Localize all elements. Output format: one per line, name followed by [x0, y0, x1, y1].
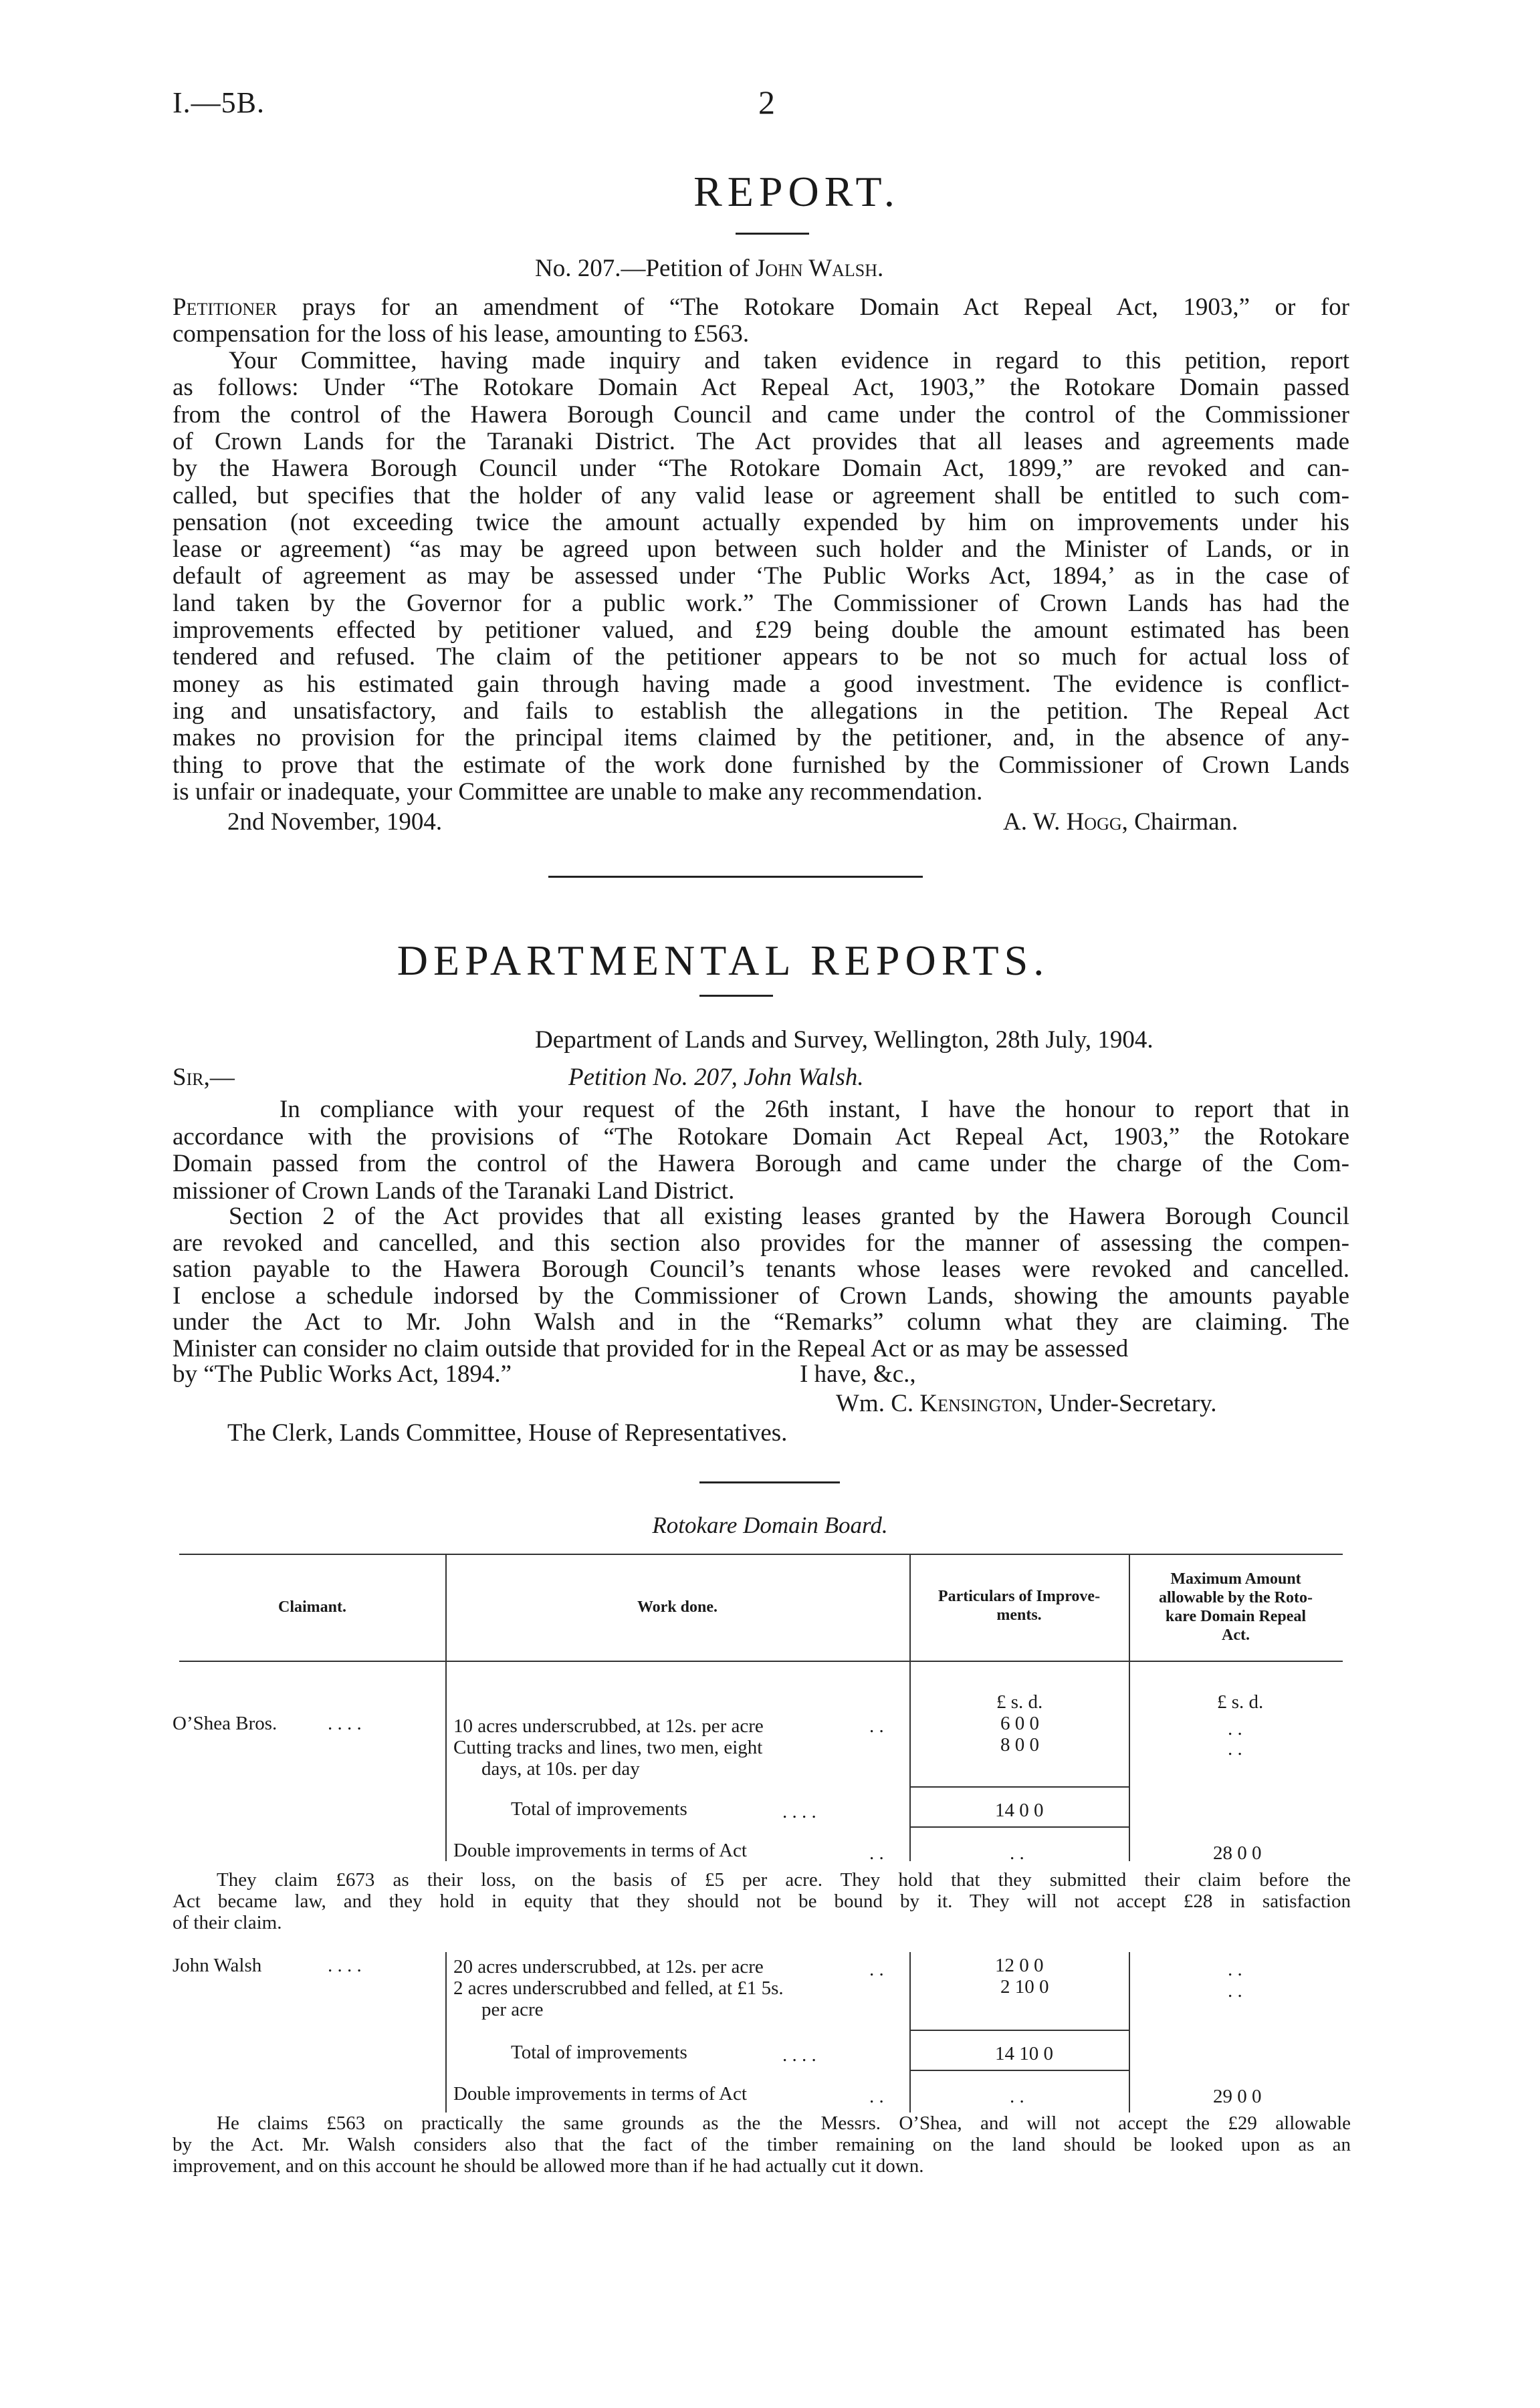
paragraph-line: thing to prove that the estimate of the work done furnished by the Commissioner of Crown Lands: [173, 751, 1349, 779]
double-maximum: 29 0 0: [1213, 2086, 1262, 2107]
parliamentary-paper-reference: I.—5B.: [173, 86, 265, 119]
paragraph-line: under the Act to Mr. John Walsh and in the “Remarks” column what they are claiming. The: [173, 1308, 1349, 1336]
letter-signature: Wm. C. Kensington, Under-Secretary.: [836, 1390, 1217, 1417]
salutation: Sir,—: [173, 1064, 235, 1091]
paragraph-line: Your Committee, having made inquiry and taken evidence in regard to this petition, report: [229, 347, 1349, 374]
paragraph-line: makes no provision for the principal items claimed by the petitioner, and, in the absence of any-: [173, 724, 1349, 752]
double-label: Double improvements in terms of Act: [453, 2083, 747, 2104]
paragraph-line: land taken by the Governor for a public work.” The Commissioner of Crown Lands has had the: [173, 589, 1349, 617]
paragraph-line: Section 2 of the Act provides that all existing leases granted by the Hawera Borough Council: [229, 1203, 1349, 1230]
improvement-value: 12 0 0: [995, 1955, 1044, 1976]
subtotal-rule: [909, 1786, 1129, 1788]
report-paragraph-line: Petitioner prays for an amendment of “The Rotokare Domain Act Repeal Act, 1903,” or for: [173, 293, 1349, 321]
column-divider: [909, 1952, 911, 2113]
petitioner-name: John Walsh.: [755, 255, 884, 282]
column-divider: [1129, 1952, 1130, 2113]
double-label: Double improvements in terms of Act: [453, 1840, 747, 1861]
maximum-value: . .: [1228, 1718, 1242, 1739]
paragraph-line: money as his estimated gain through having made a good investment. The evidence is conflict-: [173, 670, 1349, 698]
maximum-value: . .: [1228, 1959, 1242, 1980]
column-header-particulars: Particulars of Improve- ments.: [938, 1588, 1101, 1624]
paragraph-line: as follows: Under “The Rotokare Domain Act Repeal Act, 1903,” the Rotokare Domain passed: [173, 374, 1349, 402]
total-label: Total of improvements: [511, 2042, 687, 2063]
paragraph-line: sation payable to the Hawera Borough Council’s tenants whose leases were revoked and cancelled.: [173, 1255, 1349, 1283]
paragraph-line: lease or agreement) “as may be agreed upon between such holder and the Minister of Lands, or in: [173, 535, 1349, 564]
section-divider: [548, 876, 923, 878]
title-rule: [699, 995, 773, 997]
total-value: 14 0 0: [995, 1800, 1044, 1821]
department-line: Department of Lands and Survey, Wellington, 28th July, 1904.: [535, 1026, 1153, 1054]
paragraph-line: called, but specifies that the holder of any valid lease or agreement shall be entitled to such com-: [173, 481, 1349, 509]
paragraph-line: In compliance with your request of the 26th instant, I have the honour to report that in: [280, 1096, 1349, 1123]
total-label: Total of improvements: [511, 1798, 687, 1820]
double-dots: . .: [869, 2086, 884, 2107]
maximum-value: . .: [1228, 1738, 1242, 1760]
letter-subject: Petition No. 207, John Walsh.: [568, 1064, 864, 1091]
maximum-units: £ s. d.: [1217, 1691, 1264, 1713]
departmental-reports-title: DEPARTMENTAL REPORTS.: [397, 937, 1050, 984]
column-header-maximum: Maximum Amount allowable by the Roto- kare Domain Repeal Act.: [1159, 1570, 1313, 1644]
paragraph-line: improvements effected by petitioner valued, and £29 being double the amount estimated has been: [173, 616, 1349, 644]
paragraph-line: default of agreement as may be assessed under ‘The Public Works Act, 1894,’ as in the case of: [173, 562, 1349, 590]
maximum-value: . .: [1228, 1980, 1242, 2002]
claimant-oshea: O’Shea Bros.: [173, 1713, 278, 1734]
work-item: 10 acres underscrubbed, at 12s. per acre: [453, 1715, 764, 1737]
section-divider: [699, 1481, 840, 1483]
schedule-title: Rotokare Domain Board.: [652, 1512, 888, 1538]
work-item: days, at 10s. per day: [481, 1758, 640, 1780]
paragraph-line: tendered and refused. The claim of the petitioner appears to be not so much for actual loss of: [173, 643, 1349, 671]
double-maximum: 28 0 0: [1213, 1842, 1262, 1864]
total-dots: . . . .: [782, 1801, 816, 1822]
paragraph-line: are revoked and cancelled, and this section also provides for the manner of assessing the compen-: [173, 1229, 1349, 1257]
improvement-value: 2 10 0: [1000, 1976, 1049, 1998]
improvement-value: 8 0 0: [1000, 1734, 1039, 1756]
oshea-note: They claim £673 as their loss, on the basis of £5 per acre. They hold that they submitted their claim before the Act became law, and they hold in equity that they should not be bound by it. They will not accept £28 in satisfaction of their claim.: [173, 1869, 1351, 1933]
claimant-walsh: John Walsh: [173, 1955, 262, 1976]
paragraph-line: missioner of Crown Lands of the Taranaki Land District.: [173, 1177, 735, 1205]
petition-heading: No. 207.—Petition of John Walsh.: [535, 255, 884, 282]
claimant-dots: . . . .: [328, 1713, 362, 1734]
title-rule: [736, 233, 809, 235]
work-item-leader: . .: [869, 1959, 884, 1980]
work-item: Cutting tracks and lines, two men, eight: [453, 1737, 763, 1758]
paragraph-line: Minister can consider no claim outside that provided for in the Repeal Act or as may be assessed: [173, 1334, 1129, 1362]
report-date: 2nd November, 1904.: [227, 808, 443, 836]
paragraph-line: ing and unsatisfactory, and fails to establish the allegations in the petition. The Repeal Act: [173, 697, 1349, 725]
subtotal-rule: [909, 1826, 1129, 1828]
paragraph-line: from the control of the Hawera Borough Council and came under the control of the Commissioner: [173, 400, 1349, 429]
page-number: 2: [758, 84, 775, 121]
work-item: 2 acres underscrubbed and felled, at £1 5s.: [453, 1977, 784, 1999]
paragraph-line: Domain passed from the control of the Hawera Borough and came under the charge of the Com-: [173, 1150, 1349, 1177]
letter-closing: I have, &c.,: [800, 1360, 916, 1388]
improvement-value: 6 0 0: [1000, 1713, 1039, 1734]
paragraph-line: accordance with the provisions of “The Rotokare Domain Act Repeal Act, 1903,” the Rotokare: [173, 1122, 1349, 1151]
work-item-leader: . .: [869, 1715, 884, 1737]
paragraph-line: of Crown Lands for the Taranaki District. The Act provides that all leases and agreements made: [173, 427, 1349, 455]
walsh-note: He claims £563 on practically the same grounds as the the Messrs. O’Shea, and will not accept the £29 allowable by the Act. Mr. Walsh considers also that the fact of the timber remaining on the land should be looked upon as an improvement, and on this account he should be allowed more than if he had actually cut it down.: [173, 2113, 1351, 2177]
table-top-rule: [179, 1554, 1343, 1555]
table-header-rule: [179, 1661, 1343, 1662]
report-paragraph-line: compensation for the loss of his lease, amounting to £563.: [173, 320, 750, 348]
letter-last-line: by “The Public Works Act, 1894.”: [173, 1360, 512, 1388]
subtotal-rule: [909, 2070, 1129, 2071]
total-value: 14 10 0: [995, 2043, 1053, 2064]
paragraph-line: by the Hawera Borough Council under “The Rotokare Domain Act, 1899,” are revoked and can-: [173, 455, 1349, 483]
double-value: . .: [1010, 1842, 1024, 1864]
paragraph-line: I enclose a schedule indorsed by the Commissioner of Crown Lands, showing the amounts payable: [173, 1282, 1349, 1310]
particulars-units: £ s. d.: [996, 1691, 1043, 1713]
double-dots: . .: [869, 1842, 884, 1864]
double-value: . .: [1010, 2086, 1024, 2107]
report-signature: A. W. Hogg, Chairman.: [1003, 808, 1238, 836]
paragraph-line: pensation (not exceeding twice the amount actually expended by him on improvements under his: [173, 508, 1349, 536]
paragraph-line: is unfair or inadequate, your Committee are unable to make any recommendation.: [173, 777, 983, 806]
claimant-dots: . . . .: [328, 1955, 362, 1976]
total-dots: . . . .: [782, 2044, 816, 2066]
work-item: per acre: [481, 1999, 544, 2020]
subtotal-rule: [909, 2030, 1129, 2031]
letter-addressee: The Clerk, Lands Committee, House of Representatives.: [227, 1419, 788, 1447]
column-divider: [445, 1952, 447, 2113]
column-header-claimant: Claimant.: [278, 1598, 346, 1616]
report-title: REPORT.: [693, 168, 900, 215]
column-header-work-done: Work done.: [637, 1598, 718, 1616]
work-item: 20 acres underscrubbed, at 12s. per acre: [453, 1956, 764, 1977]
